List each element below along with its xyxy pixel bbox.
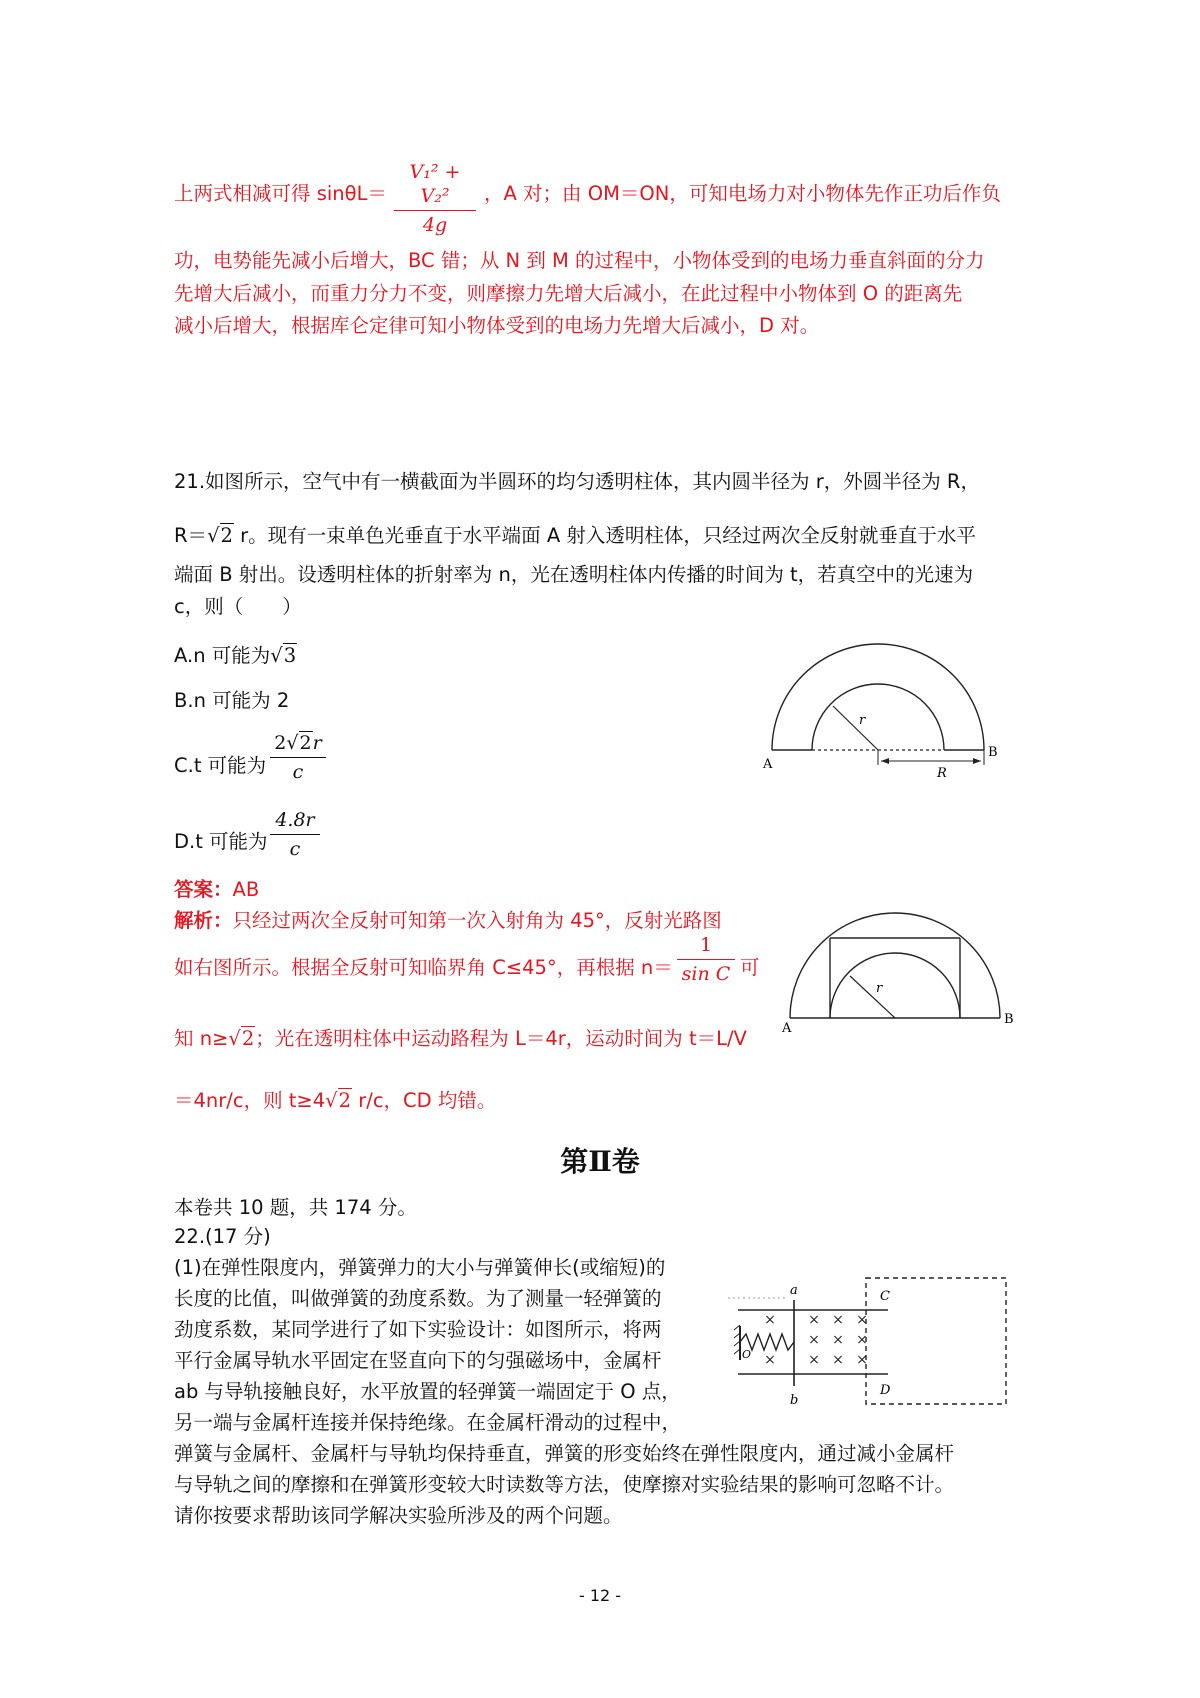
fig3-a-label: a xyxy=(790,1283,798,1298)
svg-text:×: × xyxy=(856,1332,868,1348)
analysis-line-2-suffix: 可 xyxy=(740,956,760,979)
option-a-text: A.n 可能为 xyxy=(174,644,271,667)
q22-line-9: 请你按要求帮助该同学解决实验所涉及的两个问题。 xyxy=(174,1504,623,1527)
fig2-r-label: r xyxy=(876,981,883,996)
fig2-a-label: A xyxy=(782,1021,792,1035)
analysis-line-3-suffix: ；光在透明柱体中运动路程为 L＝4r，运动时间为 t＝L/V xyxy=(255,1027,747,1050)
velocity-fraction-denominator: 4g xyxy=(422,214,448,236)
q21-line-2-prefix: R＝ xyxy=(174,524,208,547)
q22-heading: 22.(17 分) xyxy=(174,1225,271,1248)
q21-line-3: 端面 B 射出。设透明柱体的折射率为 n，光在透明柱体内传播的时间为 t，若真空中的光速为 xyxy=(174,563,974,586)
analysis-line-3-prefix: 知 n≥ xyxy=(174,1027,229,1050)
section-intro: 本卷共 10 题，共 174 分。 xyxy=(174,1196,417,1219)
svg-text:×: × xyxy=(832,1332,844,1348)
q22-line-1: (1)在弹性限度内，弹簧弹力的大小与弹簧伸长(或缩短)的 xyxy=(174,1256,666,1279)
fig3-d-label: D xyxy=(880,1383,891,1398)
svg-text:×: × xyxy=(856,1352,868,1368)
solution-line-4: 减小后增大，根据库仑定律可知小物体受到的电场力先增大后减小，D 对。 xyxy=(174,314,820,337)
page-number: - 12 - xyxy=(578,1586,622,1605)
analysis-label: 解析： xyxy=(174,909,233,932)
q22-line-4: 平行金属导轨水平固定在竖直向下的匀强磁场中，金属杆 xyxy=(174,1349,662,1372)
fig3-o-label: O xyxy=(742,1348,752,1361)
sqrt-2: √2 xyxy=(207,524,233,547)
analysis-line-4: ＝4nr/c，则 t≥4√2 r/c，CD 均错。 xyxy=(174,1089,497,1112)
svg-text:×: × xyxy=(832,1352,844,1368)
option-b: B.n 可能为 2 xyxy=(174,689,290,712)
answer-line xyxy=(174,876,259,904)
option-d-label: D.t 可能为 xyxy=(174,830,268,853)
svg-text:×: × xyxy=(764,1352,776,1368)
solution-line-1 xyxy=(174,180,387,208)
q22-line-6: 另一端与金属杆连接并保持绝缘。在金属杆滑动的过程中， xyxy=(174,1411,682,1434)
analysis-line-4-prefix: ＝4nr/c，则 t≥4 xyxy=(174,1089,326,1112)
analysis-line-3: 知 n≥√2；光在透明柱体中运动路程为 L＝4r，运动时间为 t＝L/V xyxy=(174,1027,747,1050)
fig3-c-label: C xyxy=(880,1289,890,1304)
fig1-r-label: r xyxy=(859,713,866,728)
fig1-b-label: B xyxy=(988,745,998,760)
answer-value: AB xyxy=(232,878,260,901)
option-c-label: C.t 可能为 xyxy=(174,754,267,777)
svg-text:×: × xyxy=(764,1312,776,1328)
q22-line-8: 与导轨之间的摩擦和在弹簧形变较大时读数等方法，使摩擦对实验结果的影响可忽略不计。 xyxy=(174,1473,955,1496)
fig2-b-label: B xyxy=(1004,1012,1014,1027)
semicircle-ring-figure xyxy=(755,620,1005,780)
svg-text:×: × xyxy=(808,1312,820,1328)
solution-line-1-suffix: ，A 对；由 OM＝ON，可知电场力对小物体先作正功后作负 xyxy=(484,182,1001,205)
q21-line-2 xyxy=(174,522,976,550)
q22-line-7: 弹簧与金属杆、金属杆与导轨均保持垂直，弹簧的形变始终在弹性限度内，通过减小金属杆 xyxy=(174,1442,955,1465)
section-title: 第Ⅱ卷 xyxy=(560,1145,640,1178)
spring-rail-figure xyxy=(728,1270,1013,1410)
analysis-line-1 xyxy=(174,907,722,935)
analysis-line-4-suffix: r/c，CD 均错。 xyxy=(352,1089,497,1112)
analysis-line-2-prefix: 如右图所示。根据全反射可知临界角 C≤45°，再根据 n＝ xyxy=(174,956,673,979)
q22-line-3: 劲度系数，某同学进行了如下实验设计：如图所示，将两 xyxy=(174,1318,662,1341)
sqrt-3: √3 xyxy=(270,644,297,667)
critical-angle-fraction: 1 sin C xyxy=(677,933,735,986)
svg-text:×: × xyxy=(856,1312,868,1328)
svg-text:×: × xyxy=(832,1312,844,1328)
q21-line-2-suffix: r。现有一束单色光垂直于水平端面 A 射入透明柱体，只经过两次全反射就垂直于水平 xyxy=(233,524,976,547)
q22-line-2: 长度的比值，叫做弹簧的劲度系数。为了测量一轻弹簧的 xyxy=(174,1287,662,1310)
q22-line-5: ab 与导轨接触良好，水平放置的轻弹簧一端固定于 O 点， xyxy=(174,1380,681,1403)
svg-text:×: × xyxy=(808,1352,820,1368)
svg-text:×: × xyxy=(808,1332,820,1348)
fig3-b-label: b xyxy=(790,1393,799,1408)
answer-label: 答案： xyxy=(174,878,233,901)
option-c-fraction: 2√2r c xyxy=(270,731,326,784)
fig1-big-r-label: R xyxy=(937,766,947,780)
option-a xyxy=(174,642,297,670)
solution-line-2: 功，电势能先减小后增大，BC 错；从 N 到 M 的过程中，小物体受到的电场力垂直斜面的分力 xyxy=(174,249,985,272)
option-d-fraction: 4.8r c xyxy=(270,808,320,861)
solution-line-3: 先增大后减小，而重力分力不变，则摩擦力先增大后减小，在此过程中小物体到 O 的距离先 xyxy=(174,282,963,305)
velocity-fraction xyxy=(394,160,476,237)
q21-line-1: 21.如图所示，空气中有一横截面为半圆环的均匀透明柱体，其内圆半径为 r，外圆半径为 R， xyxy=(174,470,980,493)
q21-line-4: c，则（ ） xyxy=(174,595,302,618)
fig1-a-label: A xyxy=(763,757,773,772)
light-path-figure xyxy=(780,900,1020,1035)
velocity-fraction-numerator: V₁² + V₂² xyxy=(409,161,461,207)
solution-line-1-prefix: 上两式相减可得 sinθL＝ xyxy=(174,182,387,205)
analysis-line-1-text: 只经过两次全反射可知第一次入射角为 45°，反射光路图 xyxy=(232,909,722,932)
